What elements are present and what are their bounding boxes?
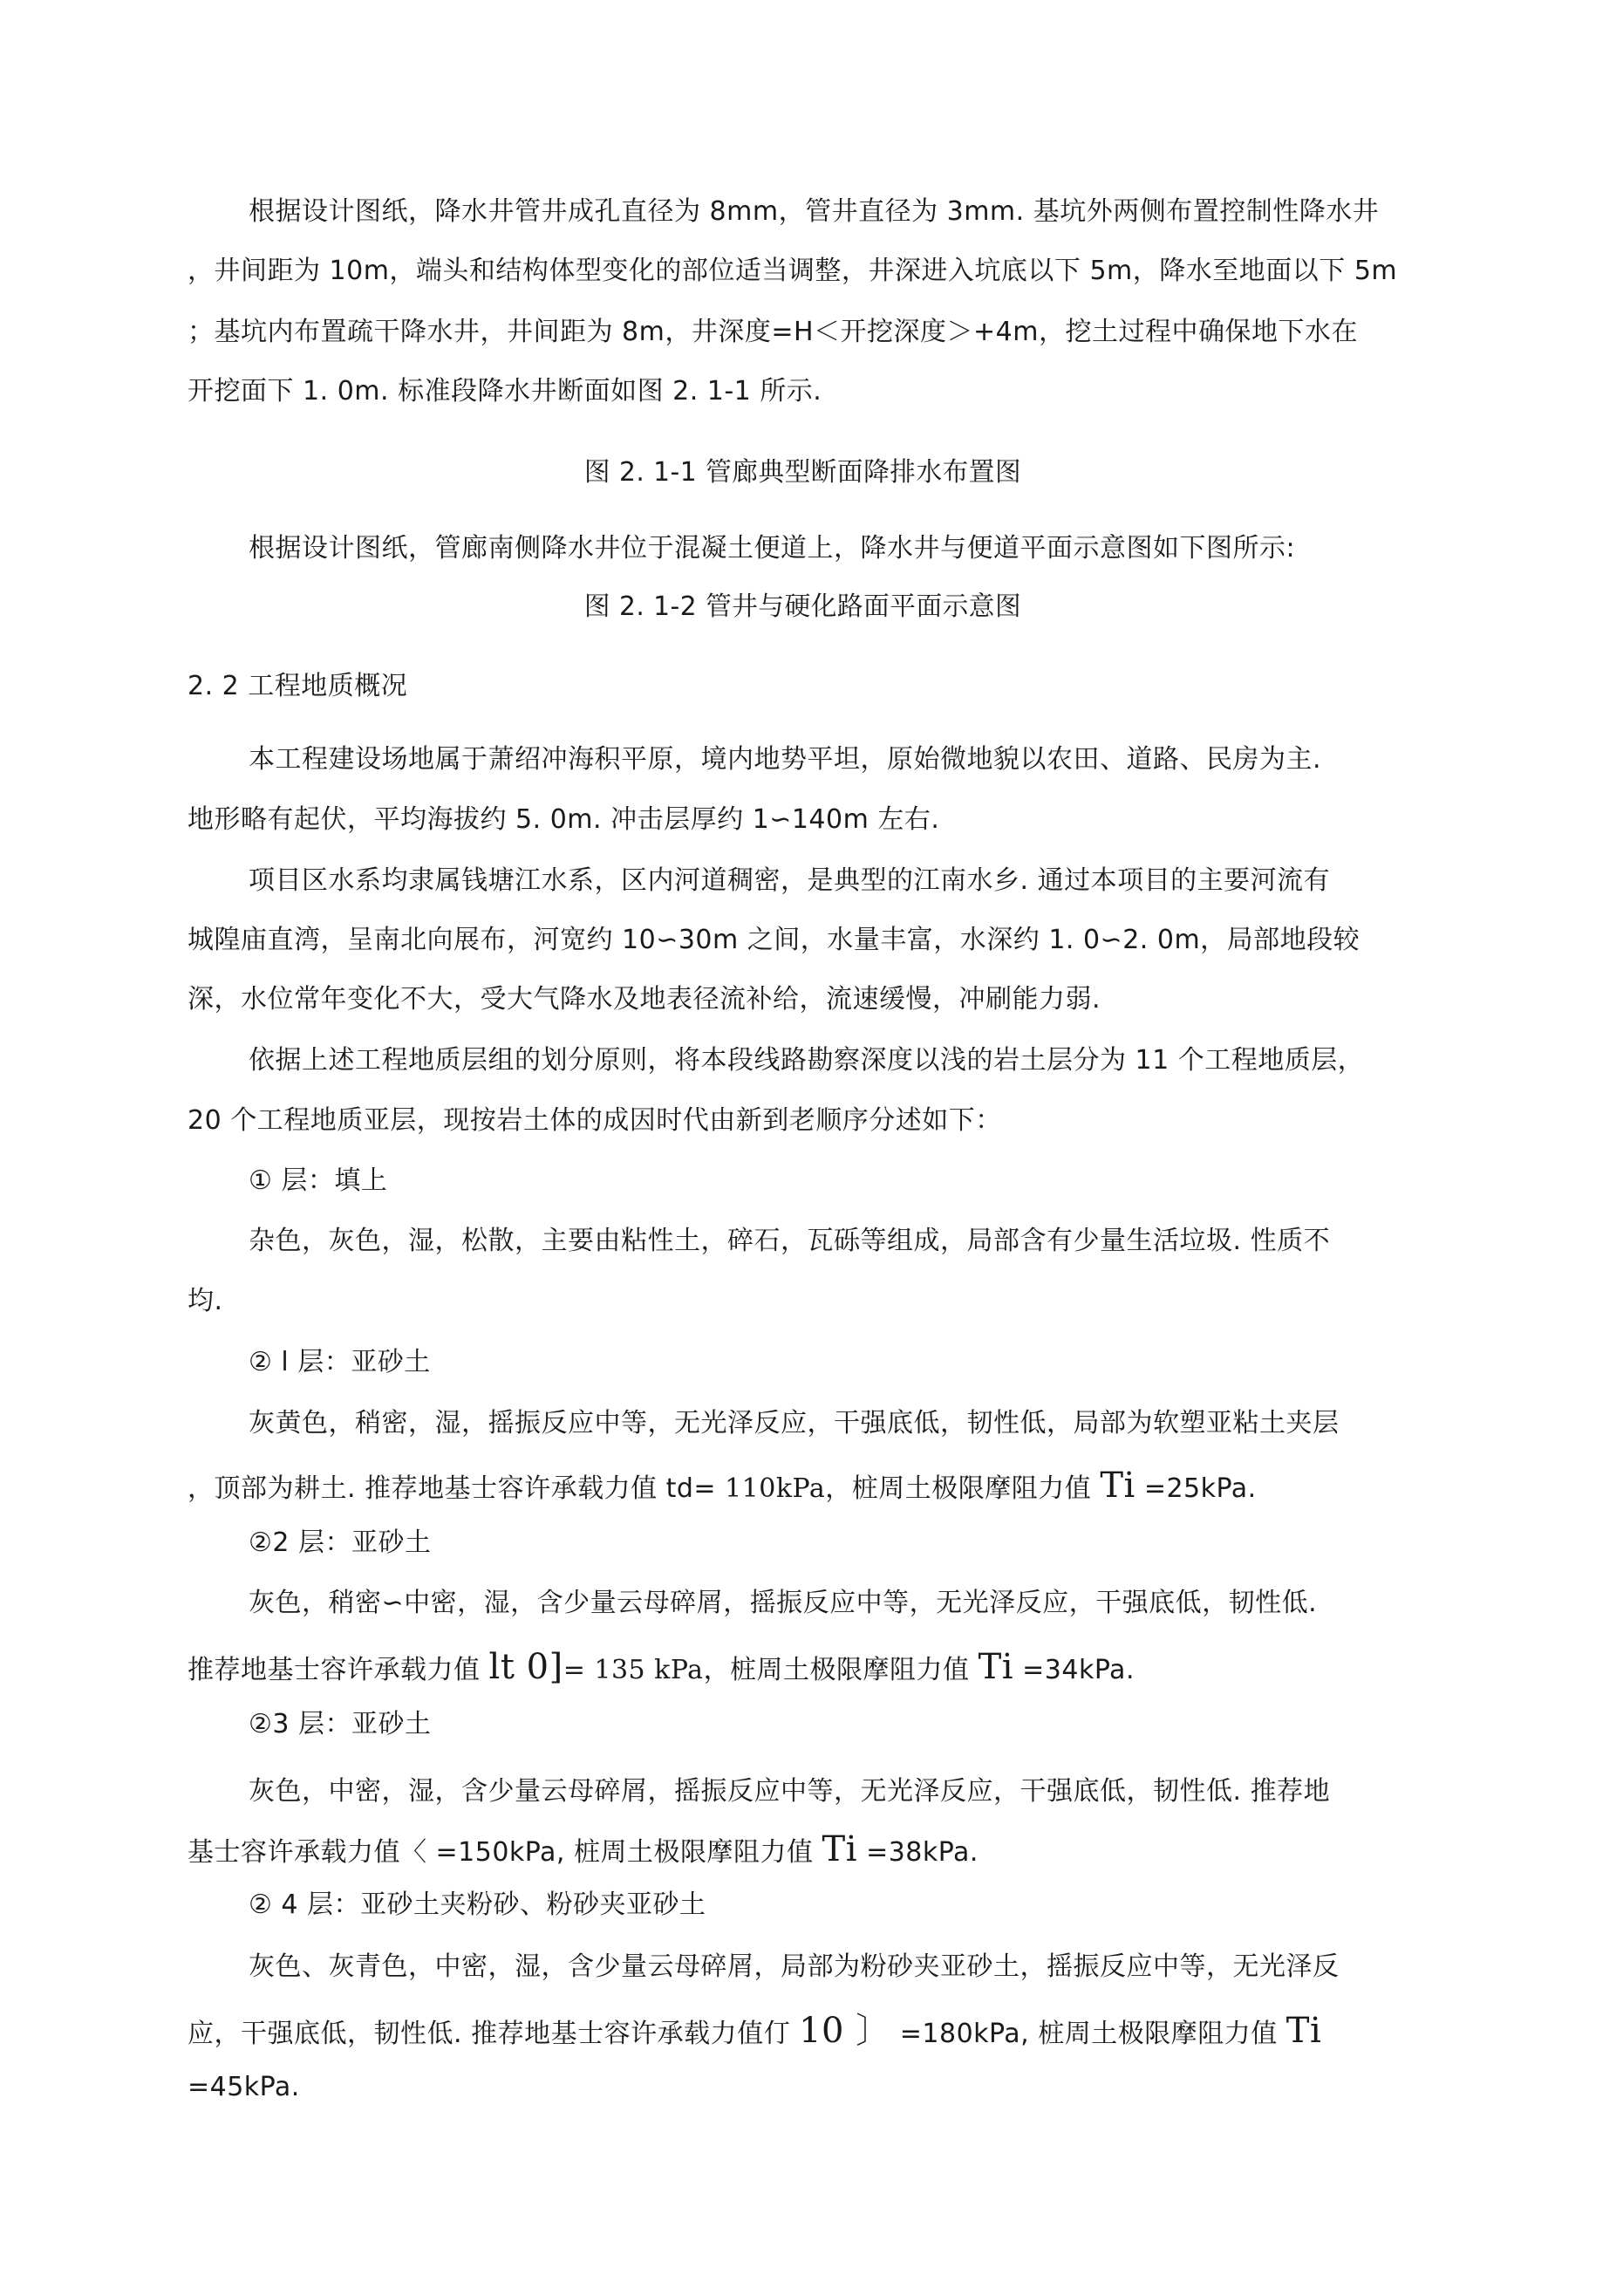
paragraph-line: 开挖面下 1. 0m. 标准段降水井断面如图 2. 1-1 所示. bbox=[188, 376, 822, 407]
paragraph-line: =45kPa. bbox=[188, 2072, 300, 2102]
paragraph-line: 灰色，中密，湿，含少量云母碎屑，摇振反应中等，无光泽反应，干强底低，韧性低. 推荐地 bbox=[249, 1776, 1331, 1807]
paragraph-line: 根据设计图纸，降水井管井成孔直径为 8mm，管井直径为 3mm. 基坑外两侧布置控制性降水井 bbox=[249, 196, 1380, 227]
paragraph-line: 本工程建设场地属于萧绍冲海积平原，境内地势平坦，原始微地貌以农田、道路、民房为主. bbox=[249, 744, 1322, 775]
layer-title: ②3 层：亚砂土 bbox=[249, 1709, 432, 1739]
text-run: =180kPa, 桩周土极限摩阻力值 bbox=[890, 2019, 1286, 2049]
paragraph-line: ；基坑内布置疏干降水井，井间距为 8m，井深度=H＜开挖深度＞+4m，挖土过程中确保地下水在 bbox=[188, 317, 1358, 347]
paragraph-line bbox=[188, 1647, 1135, 1687]
paragraph-line: 项目区水系均隶属钱塘江水系，区内河道稠密，是典型的江南水乡. 通过本项目的主要河流有 bbox=[249, 865, 1331, 896]
paragraph-line: 灰色、灰青色，中密，湿，含少量云母碎屑，局部为粉砂夹亚砂土，摇振反应中等，无光泽反 bbox=[249, 1951, 1340, 1982]
text-run: ，顶部为耕土. 推荐地基士容许承载力值 td= bbox=[188, 1473, 726, 1504]
layer-title: ②2 层：亚砂土 bbox=[249, 1527, 432, 1558]
text-run: =25kPa. bbox=[1135, 1473, 1257, 1504]
paragraph-line bbox=[188, 2011, 1322, 2051]
paragraph-line: ，井间距为 10m，端头和结构体型变化的部位适当调整，井深进入坑底以下 5m，降水至地面以下 5m bbox=[188, 256, 1398, 286]
text-run: Ti bbox=[822, 1829, 858, 1869]
section-heading: 2. 2 工程地质概况 bbox=[188, 671, 408, 701]
text-run: = 135 kPa bbox=[563, 1655, 704, 1685]
paragraph-line: 根据设计图纸，管廊南侧降水井位于混凝土便道上，降水井与便道平面示意图如下图所示: bbox=[249, 533, 1296, 564]
paragraph-line: 地形略有起伏，平均海拔约 5. 0m. 冲击层厚约 1∽140m 左右. bbox=[188, 804, 940, 835]
paragraph-line bbox=[188, 1466, 1257, 1506]
text-run: 110kPa bbox=[725, 1473, 826, 1504]
paragraph-line: 依据上述工程地质层组的划分原则，将本段线路勘察深度以浅的岩土层分为 11 个工程地质层， bbox=[249, 1045, 1365, 1076]
text-run: 基士容许承载力值〈 =150kPa, 桩周土极限摩阻力值 bbox=[188, 1837, 822, 1868]
text-run: 10 〕 bbox=[799, 2011, 891, 2051]
layer-title: ① 层：填上 bbox=[249, 1165, 388, 1196]
paragraph-line: 灰黄色，稍密，湿，摇振反应中等，无光泽反应，干强底低，韧性低，局部为软塑亚粘土夹层 bbox=[249, 1408, 1340, 1438]
text-run: 推荐地基士容许承载力值 bbox=[188, 1655, 489, 1685]
text-run: =38kPa. bbox=[857, 1837, 979, 1868]
text-run: Ti bbox=[1100, 1466, 1135, 1506]
text-run: ，桩周土极限摩阻力值 bbox=[703, 1655, 979, 1685]
text-run: 应，干强底低，韧性低. 推荐地基士容许承载力值仃 bbox=[188, 2019, 800, 2049]
figure-caption: 图 2. 1-2 管井与硬化路面平面示意图 bbox=[583, 591, 1022, 622]
figure-caption: 图 2. 1-1 管廊典型断面降排水布置图 bbox=[583, 457, 1022, 488]
layer-title: ② l 层：亚砂土 bbox=[249, 1347, 431, 1377]
text-run: Ti bbox=[1285, 2011, 1322, 2051]
paragraph-line bbox=[188, 1829, 979, 1869]
text-run: ，桩周土极限摩阻力值 bbox=[825, 1473, 1101, 1504]
layer-title: ② 4 层：亚砂土夹粉砂、粉砂夹亚砂土 bbox=[249, 1889, 706, 1920]
text-run: lt 0] bbox=[488, 1647, 563, 1687]
paragraph-line: 均. bbox=[188, 1286, 223, 1316]
text-run: Ti bbox=[978, 1647, 1014, 1687]
paragraph-line: 杂色，灰色，湿，松散，主要由粘性土，碎石，瓦砾等组成，局部含有少量生活垃圾. 性质不 bbox=[249, 1226, 1331, 1256]
paragraph-line: 灰色，稍密∽中密，湿，含少量云母碎屑，摇振反应中等，无光泽反应，干强底低，韧性低. bbox=[249, 1588, 1318, 1618]
paragraph-line: 深，水位常年变化不大，受大气降水及地表径流补给，流速缓慢，冲刷能力弱. bbox=[188, 984, 1101, 1015]
paragraph-line: 城隍庙直湾，呈南北向展布，河宽约 10∽30m 之间，水量丰富，水深约 1. 0∽2. 0m，局部地段较 bbox=[188, 925, 1360, 955]
text-run: =34kPa. bbox=[1013, 1655, 1135, 1685]
paragraph-line: 20 个工程地质亚层，现按岩土体的成因时代由新到老顺序分述如下： bbox=[188, 1105, 1002, 1136]
